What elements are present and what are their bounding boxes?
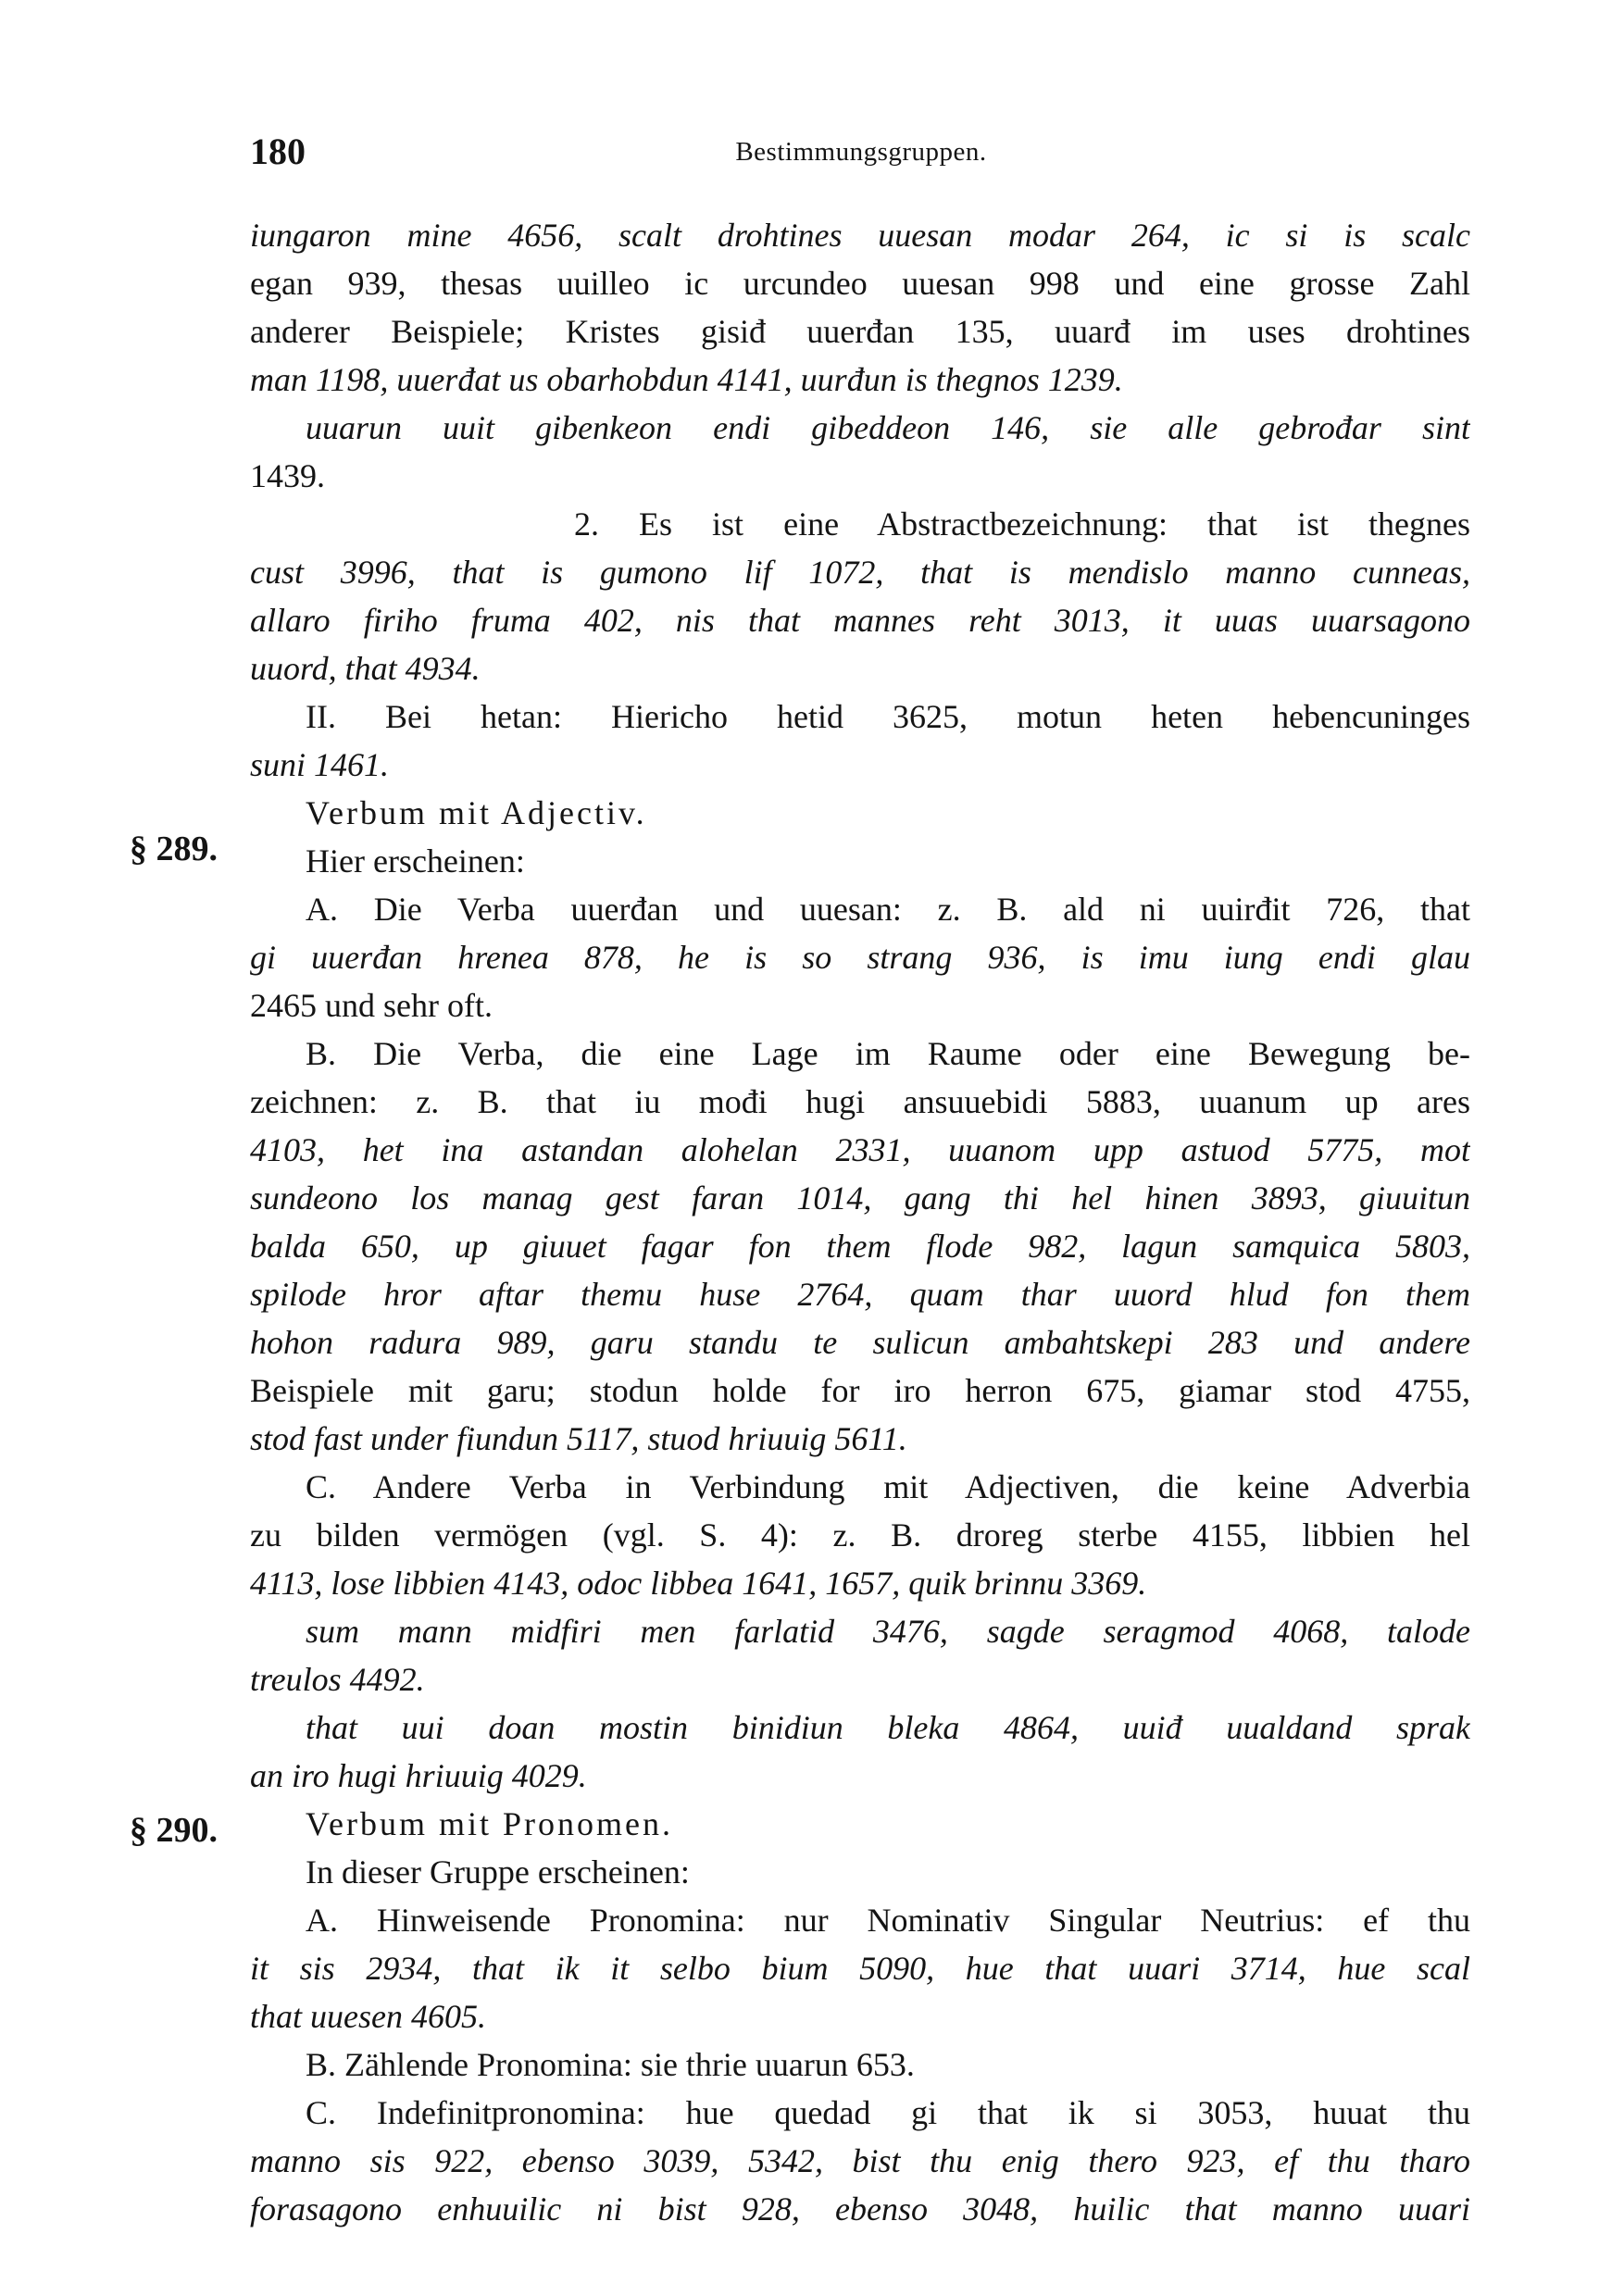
subheading-verbum-adjectiv: Verbum mit Adjectiv. xyxy=(306,794,647,831)
text-line: it sis 2934, that ik it selbo bium 5090, hue that uuari 3714, hue scal xyxy=(250,1950,1470,1987)
text-line: Beispiele mit garu; stodun holde for iro herron 675, giamar stod 4755, xyxy=(250,1372,1470,1409)
text-line: balda 650, up giuuet fagar fon them flode 982, lagun samquica 5803, xyxy=(250,1228,1470,1265)
text-line: man 1198, uuerđat us obarhobdun 4141, uurđun is thegnos 1239. xyxy=(250,361,1123,398)
text-line: 4103, het ina astandan alohelan 2331, uuanom upp astuod 5775, mot xyxy=(250,1131,1470,1168)
text-line: sundeono los manag gest faran 1014, gang thi hel hinen 3893, giuuitun xyxy=(250,1179,1470,1217)
text-line: A. Hinweisende Pronomina: nur Nominativ Singular Neutrius: ef thu xyxy=(306,1902,1470,1939)
body-text xyxy=(250,211,1470,2233)
text-line: B. Zählende Pronomina: sie thrie uuarun 653. xyxy=(306,2046,915,2083)
text-line: zeichnen: z. B. that iu mođi hugi ansuuebidi 5883, uuanum up ares xyxy=(250,1083,1470,1120)
text-line: gi uuerđan hrenea 878, he is so strang 936, is imu iung endi glau xyxy=(250,939,1470,976)
text-line: forasagono enhuuilic ni bist 928, ebenso 3048, huilic that manno uuari xyxy=(250,2190,1470,2227)
text-line: uuord, that 4934. xyxy=(250,650,481,687)
text-line: allaro firiho fruma 402, nis that mannes reht 3013, it uuas uuarsagono xyxy=(250,602,1470,639)
text-line: cust 3996, that is gumono lif 1072, that is mendislo manno cunneas, xyxy=(250,554,1470,591)
text-line: egan 939, thesas uuilleo ic urcundeo uuesan 998 und eine grosse Zahl xyxy=(250,265,1470,302)
text-line: B. Die Verba, die eine Lage im Raume oder eine Bewegung be- xyxy=(306,1035,1470,1072)
text-line: Hier erscheinen: xyxy=(306,842,525,880)
page-header xyxy=(250,130,1472,185)
text-line: A. Die Verba uuerđan und uuesan: z. B. ald ni uuirđit 726, that xyxy=(306,891,1470,928)
text-line: anderer Beispiele; Kristes gisiđ uuerđan 135, uuarđ im uses drohtines xyxy=(250,313,1470,350)
text-line: In dieser Gruppe erscheinen: xyxy=(306,1853,690,1890)
section-marker-289: § 289. xyxy=(130,830,218,868)
text-line: an iro hugi hriuuig 4029. xyxy=(250,1757,587,1794)
text-line: 2. Es ist eine Abstractbezeichnung: that ist thegnes xyxy=(574,505,1470,543)
text-line: uuarun uuit gibenkeon endi gibeddeon 146, sie alle gebrođar sint xyxy=(306,409,1470,446)
text-line: 4113, lose libbien 4143, odoc libbea 1641, 1657, quik brinnu 3369. xyxy=(250,1565,1147,1602)
text-line: zu bilden vermögen (vgl. S. 4): z. B. droreg sterbe 4155, libbien hel xyxy=(250,1516,1470,1554)
text-line: that uui doan mostin binidiun bleka 4864, uuiđ uualdand sprak xyxy=(306,1709,1470,1746)
text-line: stod fast under fiundun 5117, stuod hriuuig 5611. xyxy=(250,1420,907,1457)
text-line: manno sis 922, ebenso 3039, 5342, bist thu enig thero 923, ef thu tharo xyxy=(250,2142,1470,2179)
text-line: that uuesen 4605. xyxy=(250,1998,486,2035)
page-number: 180 xyxy=(250,131,306,172)
text-line: iungaron mine 4656, scalt drohtines uuesan modar 264, ic si is scalc xyxy=(250,217,1470,254)
text-line: C. Indefinitpronomina: hue quedad gi that ik si 3053, huuat thu xyxy=(306,2094,1470,2131)
subheading-verbum-pronomen: Verbum mit Pronomen. xyxy=(306,1805,673,1842)
text-line: 1439. xyxy=(250,457,325,494)
running-title: Bestimmungsgruppen. xyxy=(735,137,987,167)
section-marker-290: § 290. xyxy=(130,1811,218,1850)
text-line: treulos 4492. xyxy=(250,1661,425,1698)
text-line: C. Andere Verba in Verbindung mit Adjectiven, die keine Adverbia xyxy=(306,1468,1470,1505)
text-line: spilode hror aftar themu huse 2764, quam thar uuord hlud fon them xyxy=(250,1276,1470,1313)
text-line: 2465 und sehr oft. xyxy=(250,987,493,1024)
text-line: hohon radura 989, garu standu te sulicun ambahtskepi 283 und andere xyxy=(250,1324,1470,1361)
text-line: II. Bei hetan: Hiericho hetid 3625, motun heten hebencuninges xyxy=(306,698,1470,735)
text-line: sum mann midfiri men farlatid 3476, sagde seragmod 4068, talode xyxy=(306,1613,1470,1650)
text-line: suni 1461. xyxy=(250,746,390,783)
